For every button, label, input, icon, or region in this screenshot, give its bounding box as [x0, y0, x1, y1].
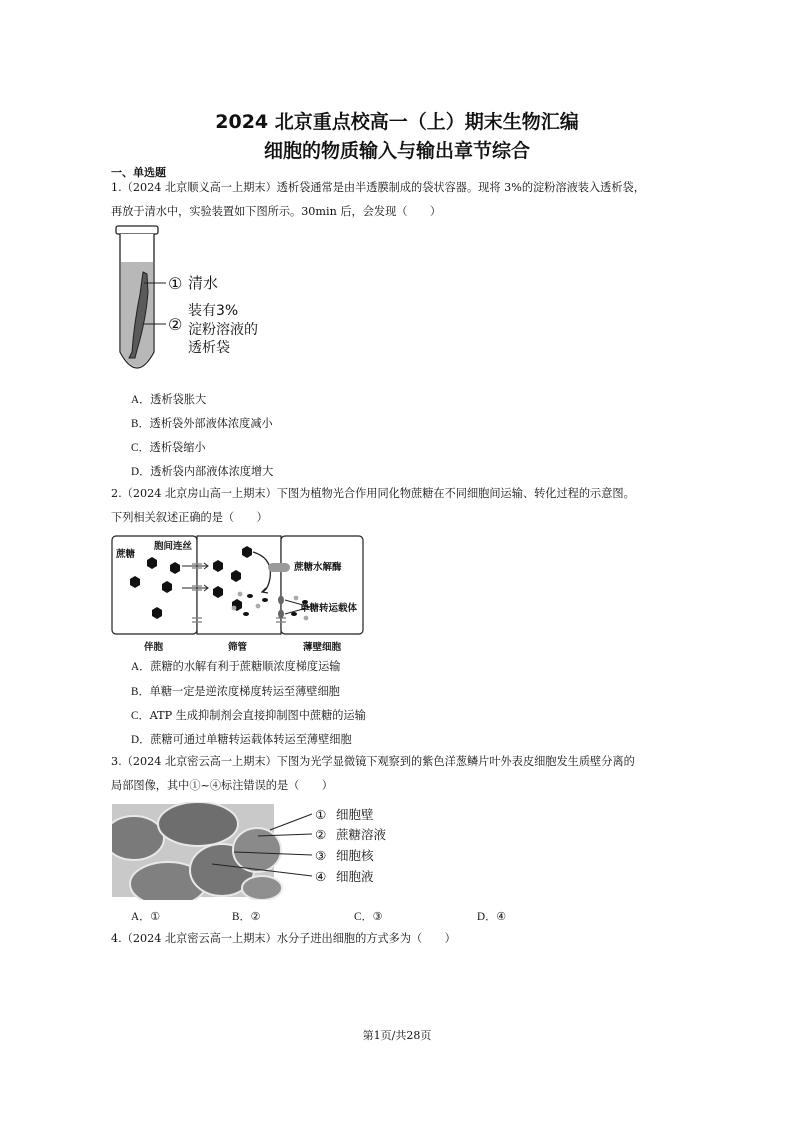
q3-option-c[interactable]: C．③ — [354, 910, 383, 923]
label-1-text: 清水 — [188, 274, 219, 292]
label-4-text: 细胞液 — [336, 869, 374, 884]
label-2-line-3: 透析袋 — [188, 340, 230, 356]
question-2-stem — [111, 482, 701, 530]
label-companion-cell: 伴胞 — [144, 642, 164, 652]
label-transporter: 单糖转运载体 — [300, 603, 358, 614]
label-2-num: ② — [168, 315, 183, 334]
page-title: 2024 北京重点校高一（上）期末生物汇编 — [215, 111, 579, 133]
question-1-stem — [111, 176, 701, 224]
label-2-num: ② — [315, 827, 327, 842]
label-1-text: 细胞壁 — [336, 807, 374, 822]
question-3-line-2: 局部图像，其中①~④标注错误的是（ ） — [111, 779, 333, 792]
question-2-line-2: 下列相关叙述正确的是（ ） — [111, 511, 268, 524]
label-4-num: ④ — [315, 869, 327, 884]
question-4-line-1: 4.（2024 北京密云高一上期末）水分子进出细胞的方式多为（ ） — [111, 932, 456, 945]
q3-option-d[interactable]: D．④ — [477, 910, 507, 923]
label-3-text: 细胞核 — [336, 848, 374, 863]
label-3-num: ③ — [315, 848, 327, 863]
label-2-text: 蔗糖溶液 — [336, 827, 387, 842]
question-4-stem — [111, 927, 701, 951]
micrograph-figure — [112, 802, 392, 900]
q3-option-b[interactable]: B．② — [232, 910, 261, 923]
page-subtitle: 细胞的物质输入与输出章节综合 — [263, 140, 530, 162]
label-invertase: 蔗糖水解酶 — [294, 562, 342, 573]
q1-option-c[interactable]: C．透析袋缩小 — [131, 441, 206, 454]
tube-rim — [116, 226, 158, 234]
label-plasmodesmata: 胞间连丝 — [154, 541, 193, 552]
label-sieve-tube: 筛管 — [228, 642, 248, 652]
question-3-stem — [111, 750, 701, 798]
q1-option-d[interactable]: D．透析袋内部液体浓度增大 — [131, 465, 274, 478]
q1-option-b[interactable]: B．透析袋外部液体浓度减小 — [131, 417, 273, 430]
label-1-num: ① — [168, 274, 183, 293]
q3-option-a[interactable]: A．① — [131, 910, 161, 923]
label-1-num: ① — [315, 807, 327, 822]
q2-option-a[interactable]: A．蔗糖的水解有利于蔗糖顺浓度梯度运输 — [131, 660, 341, 673]
question-2-line-1: 2.（2024 北京房山高一上期末）下图为植物光合作用同化物蔗糖在不同细胞间运输、转化过程的示意图。 — [111, 487, 635, 500]
parenchyma-box — [281, 536, 363, 634]
page-footer: 第1页/共28页 — [362, 1029, 432, 1042]
q1-option-a[interactable]: A．透析袋胀大 — [131, 393, 207, 406]
label-2-line-1: 装有3% — [188, 303, 239, 319]
q2-option-d[interactable]: D．蔗糖可通过单糖转运载体转运至薄壁细胞 — [131, 733, 352, 746]
label-2-line-2: 淀粉溶液的 — [188, 322, 258, 338]
label-parenchyma: 薄壁细胞 — [303, 642, 342, 652]
sucrose-transport-figure — [110, 534, 366, 652]
q2-option-c[interactable]: C．ATP 生成抑制剂会直接抑制图中蔗糖的运输 — [131, 709, 366, 722]
q2-option-b[interactable]: B．单糖一定是逆浓度梯度转运至薄壁细胞 — [131, 685, 340, 698]
test-tube-figure — [110, 224, 290, 384]
question-1-line-2: 再放于清水中，实验装置如下图所示。30min 后，会发现（ ） — [111, 205, 442, 218]
question-3-line-1: 3.（2024 北京密云高一上期末）下图为光学显微镜下观察到的紫色洋葱鳞片叶外表皮细胞发生质壁分离的 — [111, 755, 635, 768]
question-1-line-1: 1.（2024 北京顺义高一上期末）透析袋通常是由半透膜制成的袋状容器。现将 3%的淀粉溶液装入透析袋， — [111, 181, 645, 194]
section-heading: 一、单选题 — [111, 166, 166, 179]
invertase-enzyme — [268, 563, 290, 572]
label-sucrose: 蔗糖 — [116, 549, 136, 560]
